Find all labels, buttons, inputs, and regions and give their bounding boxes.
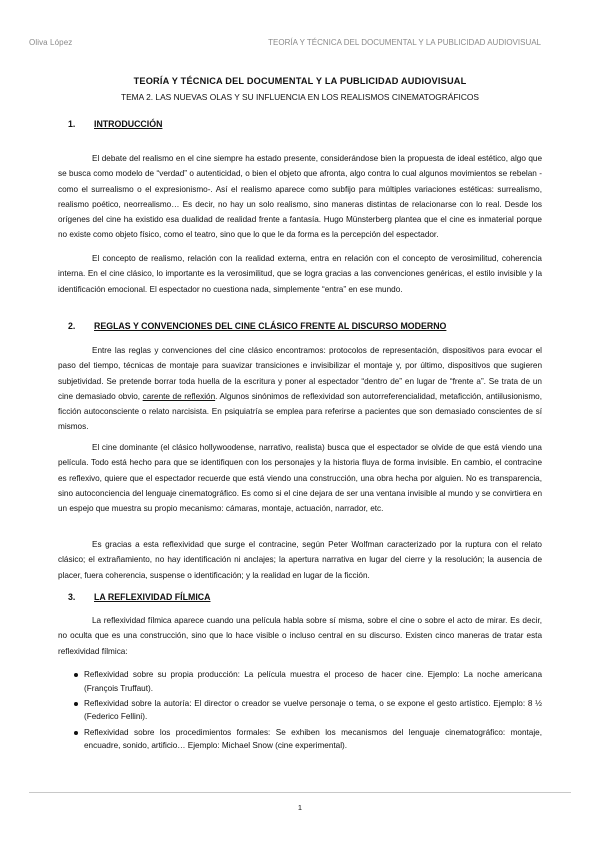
bullet-icon — [74, 702, 78, 706]
paragraph: Entre las reglas y convenciones del cine clásico encontramos: protocolos de representación, dispositivos para evocar el paso del tiempo, técnicas de montaje para suavizar transiciones e invisibilizar el montaje y, por último, dispositivos que sugieren subjetividad. Se pretende borrar toda huella de la escritura y poner al espectador “dentro de” en lugar de “frente a”. Se trata de un cine demasiado obvio, carente de reflexión. Algunos sinónimos de reflexividad son autorreferencialidad, metaficción, antiilusionismo, ficción autoconsciente o relato narcisista. En psiquiatría se emplea para referirse a pacientes que son demasiado conscientes de sí mismos. — [58, 346, 543, 432]
section-heading-2 — [68, 321, 446, 331]
underlined-phrase: carente de reflexión — [142, 391, 216, 401]
header-course: TEORÍA Y TÉCNICA DEL DOCUMENTAL Y LA PUBLICIDAD AUDIOVISUAL — [268, 38, 541, 47]
bullet-icon — [74, 731, 78, 735]
paragraph: Es gracias a esta reflexividad que surge el contracine, según Peter Wolfman caracterizado por la ruptura con el relato clásico; el extrañamiento, no hay identificación ni anclajes; la apertura narrativa en lugar del cierre y la resolución; la ausencia de placer, fuera coherencia, suspense o identificación; y la realidad en lugar de la ficción. — [58, 540, 542, 580]
footer-divider — [29, 792, 571, 793]
section-title: LA REFLEXIVIDAD FÍLMICA — [94, 592, 211, 602]
bullet-icon — [74, 673, 78, 677]
paragraph: El concepto de realismo, relación con la realidad externa, entra en relación con el concepto de verosimilitud, coherencia interna. En el cine clásico, lo importante es la verosimilitud, que se logra gracias a las convenciones genéricas, el estilo invisible y la identificación emocional. El espectador no cuestiona nada, simplemente “entra” en ese mundo. — [58, 254, 542, 294]
bullet-list — [58, 668, 542, 754]
paragraph: El cine dominante (el clásico hollywoodense, narrativo, realista) busca que el espectador se olvide de que está viendo una película. Todo está hecho para que se identifiquen con los personajes y la historia fluya de forma invisible. En cambio, el contracine es reflexivo, quiere que el espectador recuerde que está viendo una construcción, una obra hecha por alguien. No es transparencia, sino autoconciencia del lenguaje cinematográfico. Es como si el cine dejara de ser una ventana invisible al mundo y se convirtiera en un espejo que muestra su propio mecanismo: cámaras, montaje, actuación, narrador, etc. — [58, 443, 542, 514]
section-title: INTRODUCCIÓN — [94, 119, 163, 129]
header-author: Oliva López — [29, 38, 73, 47]
list-item: Reflexividad sobre su propia producción: La película muestra el proceso de hacer cine. Ejemplo: La noche americana (François Truffaut). — [58, 668, 542, 695]
list-item: Reflexividad sobre los procedimientos formales: Se exhiben los mecanismos del lenguaje cinematográfico: montaje, encuadre, sonido, artificio… Ejemplo: Michael Snow (cine experimental). — [58, 726, 542, 753]
document-title: TEORÍA Y TÉCNICA DEL DOCUMENTAL Y LA PUBLICIDAD AUDIOVISUAL — [133, 76, 467, 86]
paragraph: La reflexividad fílmica aparece cuando una película habla sobre sí misma, sobre el cine o sobre el acto de mirar. Es decir, no oculta que es una construcción, sino que lo hace visible o incluso central en su discurso. Existen cinco maneras de tratar esta reflexividad fílmica: — [58, 616, 542, 656]
page-number: 1 — [297, 803, 303, 812]
document-subtitle: TEMA 2. LAS NUEVAS OLAS Y SU INFLUENCIA EN LOS REALISMOS CINEMATOGRÁFICOS — [120, 92, 480, 102]
section-heading-1 — [68, 119, 162, 129]
section-number: 2. — [68, 321, 76, 331]
section-number: 3. — [68, 592, 76, 602]
paragraph: El debate del realismo en el cine siempre ha estado presente, considerándose bien la propuesta de ideal estético, algo que se busca como modelo de “verdad” o autenticidad, o bien el objeto que afronta, algo contra lo cual algunos movimientos se rebelan -como el surrealismo o el expresionismo-. Así el realismo aparece como subfijo para múltiples variaciones estéticas: surrealismo, realismo poético, neorrealismo… Es decir, no hay un solo realismo, sino maneras distintas de relacionarse con lo real. Desde los orígenes del cine ha existido esa dualidad de realidad frente a fantasía. Hugo Münsterberg plantea que el cine es inmaterial porque no existe como objeto físico, como el teatro, sino que lo que le da forma es la percepción del espectador. — [58, 154, 542, 240]
section-heading-3 — [68, 592, 210, 602]
list-item: Reflexividad sobre la autoría: El director o creador se vuelve personaje o tema, o se expone el gesto artístico. Ejemplo: 8 ½ (Federico Fellini). — [58, 697, 542, 724]
section-title: REGLAS Y CONVENCIONES DEL CINE CLÁSICO FRENTE AL DISCURSO MODERNO — [94, 321, 447, 331]
section-number: 1. — [68, 119, 76, 129]
